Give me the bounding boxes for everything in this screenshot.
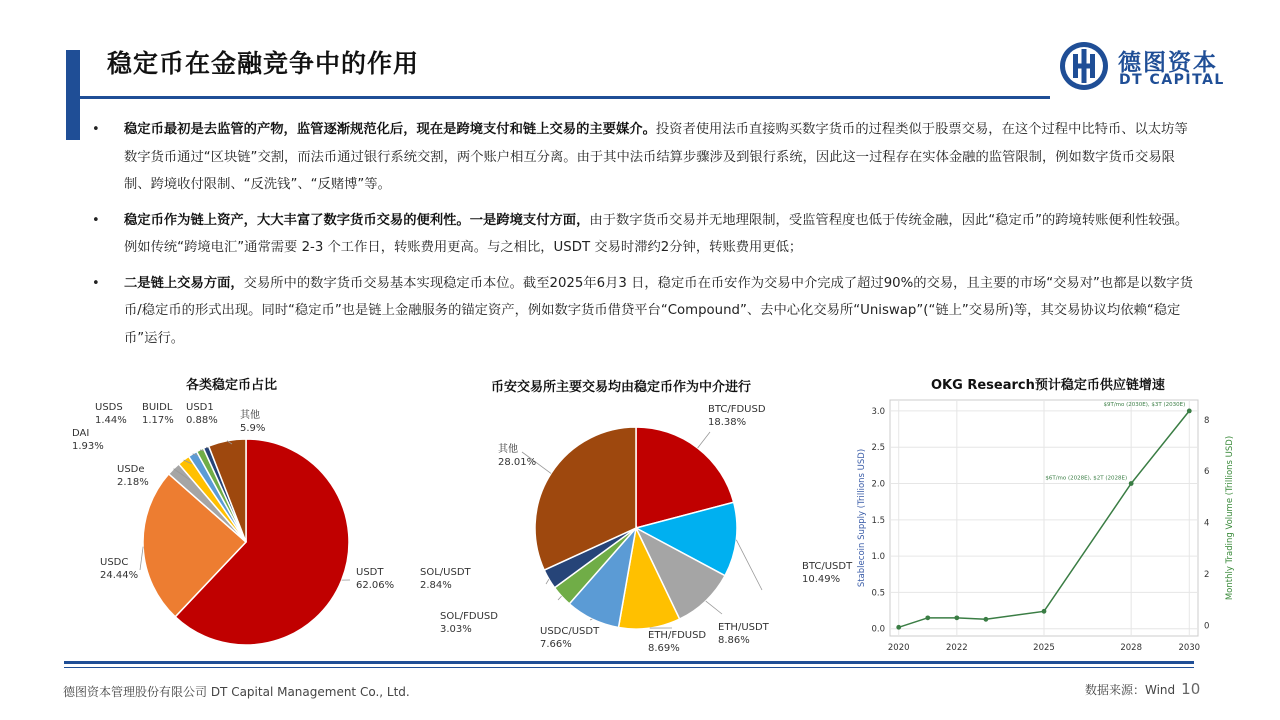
pie-slice-value: 1.93% bbox=[72, 441, 104, 452]
data-point bbox=[1042, 609, 1047, 614]
pie-slice-value: 3.03% bbox=[440, 624, 472, 635]
bullet-item bbox=[88, 270, 1198, 353]
x-tick-label: 2022 bbox=[946, 643, 968, 653]
bullet-text: 交易所中的数字货币交易基本实现稳定币本位。截至2025年6月3 日，稳定币在币安作为交易中介完成了超过90%的交易，且主要的市场“交易对”也都是以数字货币/稳定币的形式出现。同时“稳定币”也是链上金融服务的锚定资产，例如数字货币借贷平台“Compound”、去中心化交易所“Uniswap”(“链上”交易所)等，其交易协议均依赖“稳定币”运行。 bbox=[124, 275, 1193, 346]
title-accent-bar bbox=[66, 50, 80, 140]
right-y-tick-label: 6 bbox=[1204, 467, 1210, 478]
logo-chinese-name: 德图资本 bbox=[1118, 50, 1218, 76]
footer-divider bbox=[64, 661, 1194, 664]
right-y-tick-label: 2 bbox=[1204, 569, 1210, 580]
pie-leader-line bbox=[698, 432, 710, 448]
y-tick-label: 3.0 bbox=[871, 406, 885, 417]
annotation-label: $6T/mo (2028E), $2T (2028E) bbox=[1045, 475, 1128, 482]
pie-slice-label: SOL/FDUSD bbox=[440, 611, 498, 622]
stablecoin-share-pie-chart bbox=[60, 392, 395, 652]
data-point bbox=[1187, 408, 1192, 413]
y-tick-label: 1.5 bbox=[871, 515, 885, 526]
pie-slice-value: 1.44% bbox=[95, 415, 127, 426]
pie-leader-line bbox=[590, 619, 592, 620]
y-tick-label: 0.5 bbox=[871, 588, 885, 599]
bullet-item bbox=[88, 116, 1198, 199]
footer-divider-thin bbox=[64, 667, 1194, 668]
pie-slice-value: 5.9% bbox=[240, 423, 266, 434]
x-tick-label: 2030 bbox=[1178, 643, 1201, 653]
pie-leader-line bbox=[706, 601, 722, 614]
pie-slice-label: SOL/USDT bbox=[420, 567, 471, 578]
footer-source bbox=[1085, 680, 1200, 698]
line-chart-title: OKG Research预计稳定币供应链增速 bbox=[931, 378, 1165, 393]
pie-slice-value: 8.69% bbox=[648, 643, 680, 654]
x-tick-label: 2028 bbox=[1120, 643, 1142, 653]
pie-slice-value: 28.01% bbox=[498, 457, 537, 468]
pie-slice-value: 7.66% bbox=[540, 639, 572, 650]
data-point bbox=[925, 615, 930, 620]
page-number: 10 bbox=[1181, 680, 1201, 698]
pie-slice-label: USDC/USDT bbox=[540, 626, 600, 637]
company-logo bbox=[1058, 40, 1228, 92]
right-y-tick-label: 0 bbox=[1204, 621, 1210, 632]
right-y-axis-label: Monthly Trading Volume (Trillions USD) bbox=[1225, 435, 1235, 601]
right-y-tick-label: 4 bbox=[1204, 518, 1210, 529]
binance-pairs-pie-chart bbox=[410, 392, 853, 662]
data-source: 数据来源：Wind bbox=[1085, 683, 1176, 697]
pie-slice-label: USDT bbox=[356, 567, 384, 578]
x-tick-label: 2020 bbox=[887, 643, 910, 653]
pie-slice-label: ETH/FDUSD bbox=[648, 630, 707, 641]
pie-leader-line bbox=[140, 547, 143, 570]
pie-slice-label: BTC/USDT bbox=[802, 561, 853, 572]
pie-slice-value: 0.88% bbox=[186, 415, 218, 426]
pie-slice-label: BUIDL bbox=[142, 402, 173, 413]
bullet-dot: • bbox=[92, 122, 100, 137]
title-underline bbox=[80, 96, 1050, 99]
pie-slice-value: 10.49% bbox=[802, 574, 841, 585]
pie-slice-label: BTC/FDUSD bbox=[708, 404, 766, 415]
bullet-text: 由于数字货币交易并无地理限制，受监管程度也低于传统金融，因此“稳定币”的跨境转账便利性较强。例如传统“跨境电汇”通常需要 2-3 个工作日，转账费用更高。与之相比，USDT 交易时滞约2分钟，转账费用更低； bbox=[124, 212, 1189, 255]
pie-leader-line bbox=[558, 596, 561, 600]
pie-leader-line bbox=[736, 540, 762, 590]
pie-slice-value: 2.84% bbox=[420, 580, 452, 591]
bullet-list bbox=[88, 116, 1198, 360]
logo-emblem-icon bbox=[1058, 40, 1110, 92]
bullet-text: 投资者使用法币直接购买数字货币的过程类似于股票交易，在这个过程中比特币、以太坊等数字货币通过“区块链”交割，而法币通过银行系统交割，两个账户相互分离。由于其中法币结算步骤涉及到银行系统，因此这一过程存在实体金融的监管限制，例如数字货币交易限制、跨境收付限制、“反洗钱”、“反赌博”等。 bbox=[124, 122, 1188, 192]
right-y-tick-label: 8 bbox=[1204, 415, 1210, 426]
pie-chart-1-title: 各类稳定币占比 bbox=[186, 378, 278, 393]
pie-slice-value: 8.86% bbox=[718, 635, 750, 646]
stablecoin-growth-line-chart bbox=[850, 394, 1250, 652]
footer-company: 德图资本管理股份有限公司 DT Capital Management Co., Ltd. bbox=[63, 685, 410, 699]
pie-chart-2-title: 币安交易所主要交易均由稳定币作为中介进行 bbox=[491, 380, 752, 395]
y-axis-label: Stablecoin Supply (Trillions USD) bbox=[857, 448, 867, 588]
data-point bbox=[983, 617, 988, 622]
pie-slice-label: 其他 bbox=[498, 444, 518, 455]
y-tick-label: 2.5 bbox=[871, 443, 885, 454]
logo-english-name: DT CAPITAL bbox=[1119, 72, 1225, 88]
pie-slice-label: ETH/USDT bbox=[718, 622, 769, 633]
y-tick-label: 2.0 bbox=[871, 479, 885, 490]
bullet-lead: 稳定币最初是去监管的产物，监管逐渐规范化后，现在是跨境支付和链上交易的主要媒介。 bbox=[124, 122, 656, 137]
bullet-dot: • bbox=[92, 275, 100, 291]
annotation-label: $9T/mo (2030E), $3T (2030E) bbox=[1103, 401, 1186, 408]
pie-slice-label: 其他 bbox=[240, 410, 260, 421]
pie-slice-value: 1.17% bbox=[142, 415, 174, 426]
pie-slice-label: USDS bbox=[95, 402, 123, 413]
y-tick-label: 1.0 bbox=[871, 552, 885, 563]
bullet-item bbox=[88, 207, 1198, 262]
pie-slice-value: 62.06% bbox=[356, 580, 395, 591]
data-point bbox=[954, 615, 959, 620]
pie-slice-label: USDC bbox=[100, 557, 129, 568]
pie-slice-value: 24.44% bbox=[100, 570, 139, 581]
data-point bbox=[896, 625, 901, 630]
x-tick-label: 2025 bbox=[1033, 643, 1055, 653]
y-tick-label: 0.0 bbox=[871, 624, 885, 635]
bullet-lead: 稳定币作为链上资产，大大丰富了数字货币交易的便利性。一是跨境支付方面， bbox=[124, 212, 590, 228]
pie-slice-value: 2.18% bbox=[117, 477, 149, 488]
pie-slice-label: USD1 bbox=[186, 402, 214, 413]
pie-slice-label: USDe bbox=[117, 464, 145, 475]
bullet-lead: 二是链上交易方面， bbox=[124, 275, 244, 291]
page-title: 稳定币在金融竞争中的作用 bbox=[107, 49, 420, 78]
data-point bbox=[1129, 481, 1134, 486]
bullet-dot: • bbox=[92, 212, 100, 228]
pie-slice-label: DAI bbox=[72, 428, 90, 439]
pie-slice-value: 18.38% bbox=[708, 417, 747, 428]
pie-leader-line bbox=[546, 579, 549, 584]
